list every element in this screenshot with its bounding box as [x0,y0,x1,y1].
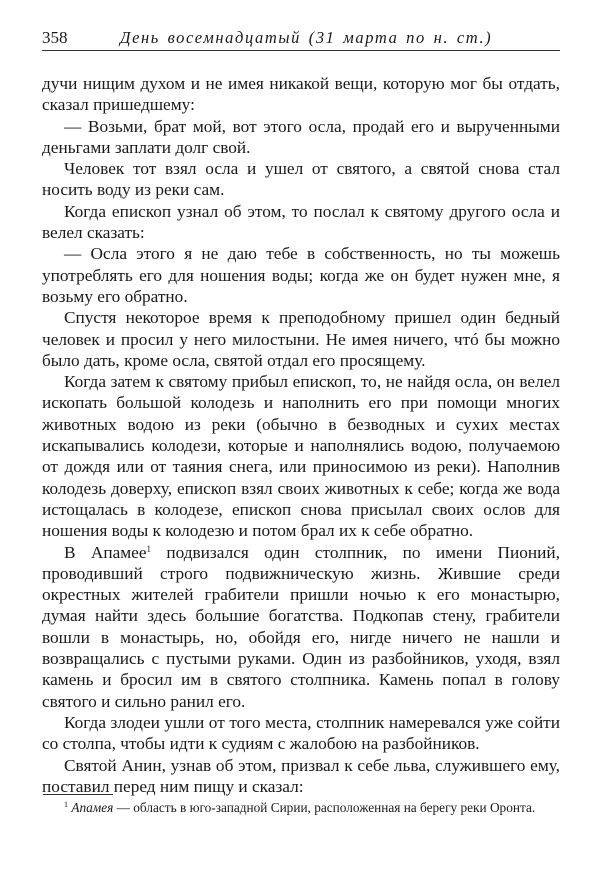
footnote [42,798,560,818]
paragraph: Святой Анин, узнав об этом, призвал к себе льва, служившего ему, поставил перед ним пищу и сказал: [42,755,560,796]
page-number: 358 [42,28,68,47]
paragraph-text: В Апамее [64,542,147,562]
paragraph: Когда злодеи ушли от того места, столпник намеревался уже сойти со столпа, чтобы идти к судиям с жалобою на разбойников. [42,712,560,754]
footnote-term: Апамея [71,800,114,815]
main-text [42,73,560,797]
paragraph: — Осла этого я не даю тебе в собственность, но ты можешь употреблять его для ношения воды; когда же он будет нужен мне, я возьму его обратно. [42,244,560,306]
footnote-divider [43,794,113,795]
footnotes [42,798,560,818]
paragraph: — Возьми, брат мой, вот этого осла, продай его и вырученными деньгами заплати долг свой. [42,116,560,157]
running-title: День восемнадцатый (31 марта по н. ст.) [120,28,493,47]
paragraph: Спустя некоторое время к преподобному пришел один бедный человек и просил у него милостыни. Не имея ничего, чтó бы можно было дать, кроме осла, святой отдал его просящему. [42,308,560,370]
paragraph: Человек тот взял осла и ушел от святого, а святой снова стал носить воду из реки сам. [42,159,560,200]
footnote-text: — область в юго-западной Сирии, расположенная на берегу реки Оронта. [113,800,536,815]
footnote-marker: 1 [64,800,68,809]
paragraph-text: подвизался один столпник, по имени Пионий, проводивший строго подвижническую жизнь. Жившие среди окрестных жителей грабители пришли ночью к его монастырю, думая найти здесь большие богатства. Подкопав стену, грабители вошли в монастырь, но, обойдя его, нигде ничего не нашли и возвращались с пустыми руками. Один из разбойников, уходя, взял камень и бросил им в святого столпника. Камень попал в голову святого и сильно ранил его. [42,542,560,711]
paragraph: Когда епископ узнал об этом, то послал к святому другого осла и велел сказать: [42,201,560,243]
footnote-reference[interactable]: 1 [146,543,152,554]
paragraph-with-footnote [42,542,560,712]
running-header [42,28,560,51]
paragraph: дучи нищим духом и не имея никакой вещи, которую мог бы отдать, сказал пришедшему: [42,74,560,115]
paragraph: Когда затем к святому прибыл епископ, то, не найдя осла, он велел ископать большой колодезь и наполнить его при помощи многих животных водою из реки (обычно в безводных и сухих местах искапывались колодези, которые и наполнялись водою, получаемою от дождя или от таяния снега, или приносимою из реки). Наполнив колодезь доверху, епископ взял своих животных к себе; когда же вода истощалась в колодезе, епископ снова присылал своих ослов для ношения воды к колодезю и потом брал их к себе обратно. [42,372,560,541]
